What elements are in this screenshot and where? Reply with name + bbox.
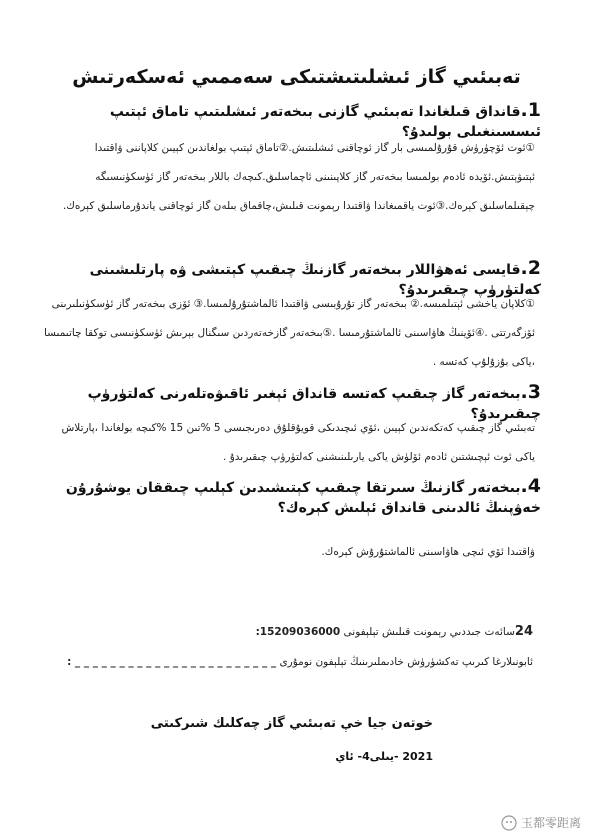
- answer-4: ۋاقتىدا ئۆي ئىچى ھاۋاسىنى ئالماشتۇرۇش كېرەك.: [321, 546, 535, 558]
- emergency-phone-label: سائەت جىددىي رېمونت قىلىش تېلېفونى: [343, 626, 515, 638]
- question-2-number: 2.: [520, 257, 541, 279]
- answer-1: ①ئوت ئۆچۈرۈش قۇرۇلمىسى بار گاز ئوچاقنى ئىشلىتىش.②تاماق ئېتىپ بولغاندىن كېيىن كلاپاننى ۋاقتىدا ئېتىۋېتىش.ئۆيدە ئادەم بولمىسا بىخەتەر گاز كلاپىنىنى ئاچماسلىق.كىچەك باللار بىخەتەر گاز ئۈسكۈنىسىگە چېقىلماسلىق كېرەك.③ئوت ياقمىغاندا ۋاقتىدا رېمونت قىلىش،چاقماق بىلەن گاز ئوچاقنى ياندۇرماسلىق كېرەك.: [62, 142, 535, 212]
- service-hours: 24: [514, 624, 533, 639]
- question-3-text: بىخەتەر گاز چىقىپ كەتسە قانداق ئېغىر ئاقىۋەتلەرنى كەلتۈرۈپ چىقىرىدۇ؟: [87, 386, 541, 422]
- inspector-phone-line: [67, 656, 533, 668]
- emergency-phone-number: 15209036000:: [255, 626, 341, 638]
- inspector-phone-label: ئابونىلارغا كىرىپ تەكشۈرۈش خادىملىرىنىڭ تېلېفون نومۇرى: [279, 656, 533, 668]
- watermark: [501, 814, 581, 831]
- question-1-text: قانداق قىلغاندا تەبىئىي گازنى بىخەتەر ئىشلىتىپ تاماق ئېتىپ ئىسسىنغىلى بولىدۇ؟: [109, 104, 541, 140]
- emergency-phone-line: [256, 624, 533, 639]
- inspector-phone-blank: _ _ _ _ _ _ _ _ _ _ _ _ _ _ _ _ _ _ _ _ _ _ _ :: [67, 656, 277, 668]
- question-3-number: 3.: [520, 381, 541, 403]
- answer-2: ①كلاپان ياخشى ئېتىلمىسە.② بىخەتەر گاز تۇرۇبىسى ۋاقتىدا ئالماشتۇرۇلمىسا.③ ئۆزى بىخەتەر گاز ئۈسكۈنىلىرىنى ئۆزگەرتتى .④ئۆينىڭ ھاۋاسىنى ئالماشتۇرمىسا .⑤بىخەتەر گازخەتەردىن سىگنال بېرىش ئۈسكۈنىسى توكقا چاتىمىسا ،ياكى بۇزۇلۇپ كەتسە .: [43, 298, 535, 368]
- wechat-logo-icon: [501, 815, 517, 831]
- question-4-number: 4.: [520, 475, 541, 497]
- question-2-text: قايسى ئەھۋاللار بىخەتەر گازنىڭ چىقىپ كېتىشى ۋە پارتلىشىنى كەلتۈرۈپ چىقىرىدۇ؟: [89, 262, 541, 298]
- watermark-text: 玉都零距离: [520, 816, 581, 830]
- question-4-text: بىخەتەر گازنىڭ سىرتقا چىقىپ كېتىشىدىن كېلىپ چىققان يوشۇرۇن خەۋپنىڭ ئالدىنى قانداق ئېلىش كېرەك؟: [65, 480, 541, 516]
- answer-3: تەبىئىي گاز چىقىپ كەتكەندىن كېيىن ،ئۆي ئىچىدىكى قويۇقلۇق دەرىجىسى 5 %تىن 15 %كىچە بولغاندا ،پارتلاش ياكى ئوت ئېچىشتىن ئادەم ئۆلۈش ياكى يارىلىنىشنى كەلتۈرۈپ چىقىرىدۇ .: [61, 422, 535, 463]
- company-name: خوتەن جيا خې تەبىئىي گاز چەكلىك شىركىتى: [150, 716, 433, 731]
- question-1-number: 1.: [520, 99, 541, 121]
- issue-date: 2021 -يىلى4- ئاي: [335, 750, 433, 763]
- page-title: تەبىئىي گاز ئىشلىتىشتىكى سەممىي ئەسكەرتىش: [72, 66, 521, 88]
- question-4: [40, 476, 541, 518]
